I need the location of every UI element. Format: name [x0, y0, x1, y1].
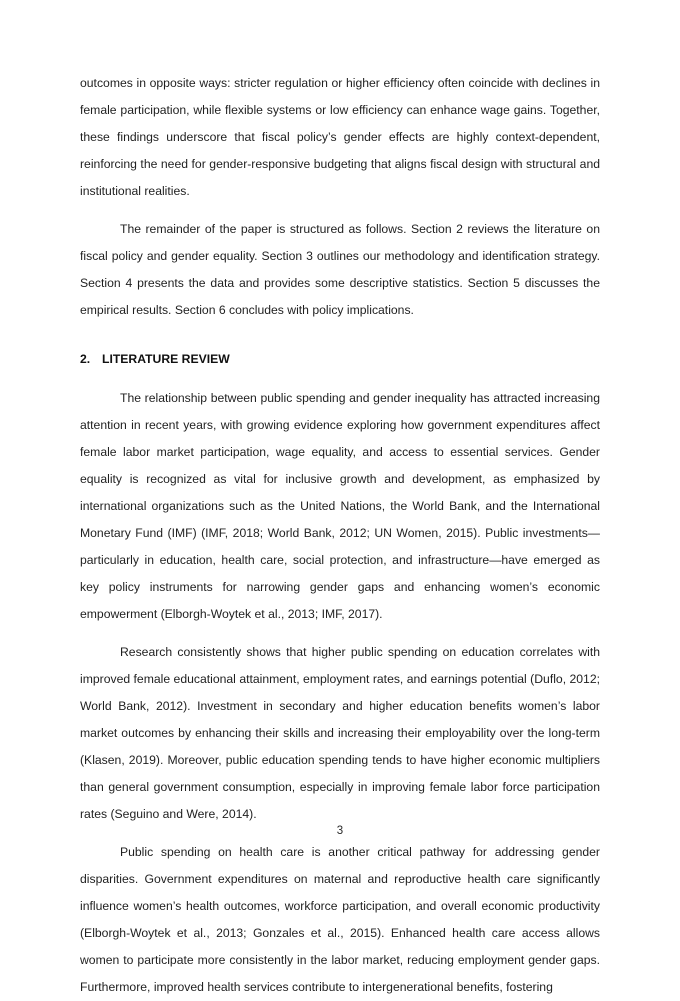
paragraph-public-spending-gender-inequality: The relationship between public spending and gender inequality has attracted increasing attention in recent years, with growing evidence exploring how government expenditures affect female labor market participation, wage equality, and access to essential services. Gender equality is recognized as vital for inclusive growth and development, as emphasized by international organizations such as the United Nations, the World Bank, and the International Monetary Fund (IMF) (IMF, 2018; World Bank, 2012; UN Women, 2015). Public investments—particularly in education, health care, social protection, and infrastructure—have emerged as key policy instruments for narrowing gender gaps and enhancing women’s economic empowerment (Elborgh-Woytek et al., 2013; IMF, 2017).: [80, 391, 600, 621]
paragraph-continuation: outcomes in opposite ways: stricter regulation or higher efficiency often coincide with declines in female participation, while flexible systems or low efficiency can enhance wage gains. Together, these findings underscore that fiscal policy’s gender effects are highly context-dependent, reinforcing the need for gender-responsive budgeting that aligns fiscal design with structural and institutional realities.: [80, 76, 600, 198]
page-body: [80, 70, 600, 1001]
section-heading-literature-review: [80, 346, 600, 373]
section-title: LITERATURE REVIEW: [102, 352, 230, 366]
page-number-footer: 3: [336, 825, 344, 837]
paragraph-health-care-spending: Public spending on health care is another critical pathway for addressing gender disparities. Government expenditures on maternal and reproductive health care significantly influence women’s health outcomes, workforce participation, and overall economic productivity (Elborgh-Woytek et al., 2013; Gonzales et al., 2015). Enhanced health care access allows women to participate more consistently in the labor market, reducing employment gender gaps. Furthermore, improved health services contribute to intergenerational benefits, fostering: [80, 845, 600, 994]
paragraph-education-spending: Research consistently shows that higher public spending on education correlates with improved female educational attainment, employment rates, and earnings potential (Duflo, 2012; World Bank, 2012). Investment in secondary and higher education benefits women’s labor market outcomes by enhancing their skills and increasing their employability over the long-term (Klasen, 2019). Moreover, public education spending tends to have higher economic multipliers than general government consumption, especially in improving female labor force participation rates (Seguino and Were, 2014).: [80, 645, 600, 821]
section-number: 2.: [80, 352, 91, 366]
paragraph-paper-structure: The remainder of the paper is structured as follows. Section 2 reviews the literature on fiscal policy and gender equality. Section 3 outlines our methodology and identification strategy. Section 4 presents the data and provides some descriptive statistics. Section 5 discusses the empirical results. Section 6 concludes with policy implications.: [80, 222, 600, 317]
